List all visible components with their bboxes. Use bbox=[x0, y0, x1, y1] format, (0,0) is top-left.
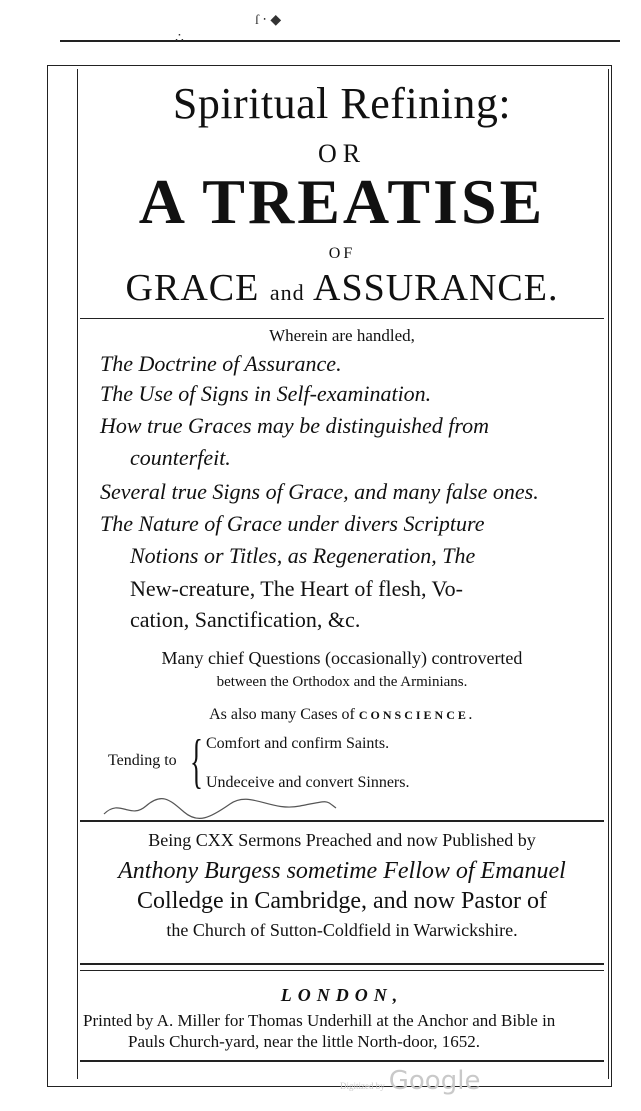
title-main: A TREATISE bbox=[138, 166, 546, 237]
imprint-line: Pauls Church-yard, near the little North-door, 1652. bbox=[128, 1032, 480, 1051]
cases-line bbox=[80, 706, 604, 724]
questions-line: Many chief Questions (occasionally) controverted bbox=[161, 648, 523, 668]
title-of: OF bbox=[328, 245, 356, 262]
divider bbox=[80, 1060, 604, 1062]
cases-word: CONSCIENCE. bbox=[358, 708, 475, 722]
watermark-brand: Google bbox=[388, 1066, 481, 1096]
list-item: Notions or Titles, as Regeneration, The bbox=[130, 543, 476, 568]
list-item: How true Graces may be distinguished from bbox=[100, 413, 490, 438]
subtitle bbox=[80, 266, 604, 310]
list-item: The Doctrine of Assurance. bbox=[100, 351, 342, 376]
cases-prefix: As also many Cases of bbox=[209, 706, 355, 723]
imprint-city: LONDON, bbox=[280, 985, 404, 1005]
subtitle-assurance: ASSURANCE. bbox=[313, 267, 559, 309]
scan-mark: ſ ‧ ◆ bbox=[255, 13, 282, 28]
title-line: Spiritual Refining: bbox=[172, 79, 512, 128]
wherein-line: Wherein are handled, bbox=[269, 326, 415, 345]
handwritten-annotation bbox=[100, 794, 340, 822]
watermark bbox=[340, 1066, 480, 1096]
list-item: Several true Signs of Grace, and many false ones. bbox=[100, 479, 539, 504]
list-item: counterfeit. bbox=[130, 445, 231, 470]
list-item: The Nature of Grace under divers Scripture bbox=[100, 511, 485, 536]
imprint-line: Printed by A. Miller for Thomas Underhill at the Anchor and Bible in bbox=[83, 1011, 556, 1030]
subtitle-grace: GRACE bbox=[125, 267, 260, 309]
divider bbox=[80, 318, 604, 319]
top-rule bbox=[60, 40, 620, 42]
church-line: the Church of Sutton-Coldfield in Warwickshire. bbox=[166, 920, 518, 940]
sermons-line: Being CXX Sermons Preached and now Published by bbox=[148, 830, 536, 850]
tending-label: Tending to bbox=[108, 752, 177, 769]
subtitle-and: and bbox=[269, 280, 305, 305]
tending-item: Undeceive and convert Sinners. bbox=[206, 774, 410, 791]
divider bbox=[80, 970, 604, 971]
brace: { bbox=[190, 728, 203, 794]
list-item: The Use of Signs in Self-examination. bbox=[100, 381, 432, 406]
list-item: cation, Sanctification, &c. bbox=[130, 607, 361, 632]
college-line: Colledge in Cambridge, and now Pastor of bbox=[137, 888, 547, 914]
watermark-small: Digitized by bbox=[340, 1081, 385, 1091]
list-item: New-creature, The Heart of flesh, Vo- bbox=[130, 576, 463, 601]
tending-item: Comfort and confirm Saints. bbox=[206, 735, 390, 752]
author-line: Anthony Burgess sometime Fellow of Emanuel bbox=[118, 858, 566, 884]
title-or: OR bbox=[317, 139, 367, 168]
questions-line: between the Orthodox and the Arminians. bbox=[216, 674, 468, 690]
scan-mark: ∴ bbox=[175, 31, 184, 46]
divider bbox=[80, 963, 604, 965]
